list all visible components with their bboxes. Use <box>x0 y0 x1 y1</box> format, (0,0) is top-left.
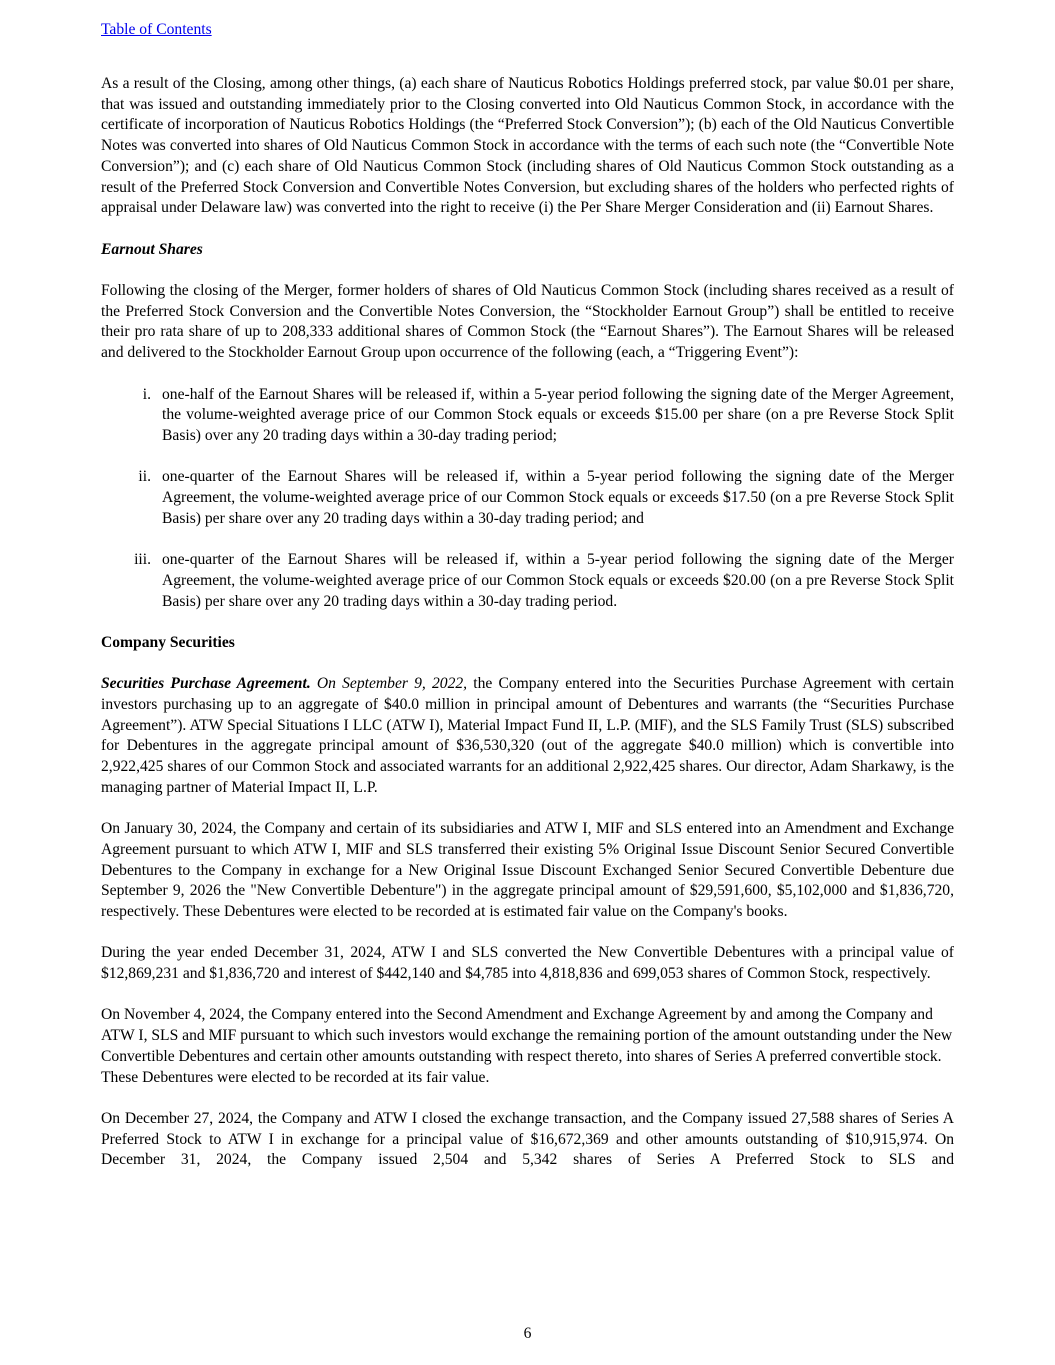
company-securities-heading: Company Securities <box>101 633 235 651</box>
triggering-event-item <box>101 385 954 447</box>
triggering-event-item <box>101 550 954 612</box>
list-item-text: one-quarter of the Earnout Shares will be released if, within a 5-year period following the signing date of the Merger Agreement, the volume-weighted average price of our Common Stock equals or exceeds $17.50 (on a pre Reverse Stock Split Basis) per share over any 20 trading days within a 30-day trading period; and <box>162 468 954 527</box>
triggering-event-list <box>101 385 954 613</box>
list-item-text: one-half of the Earnout Shares will be released if, within a 5-year period following the signing date of the Merger Agreement, the volume-weighted average price of our Common Stock equals or exceeds $15.00 per share (on a pre Reverse Stock Split Basis) over any 20 trading days within a 30-day trading period; <box>162 385 954 444</box>
list-marker: iii. <box>134 551 151 569</box>
list-marker: i. <box>142 385 151 403</box>
exchange-closing-paragraph: On December 27, 2024, the Company and ATW I closed the exchange transaction, and the Company issued 27,588 shares of Series A Preferred Stock to ATW I in exchange for a principal value of $16,672,369 and other amounts outstanding of $10,915,974. On December 31, 2024, the Company issued 2,504 and 5,342 shares of Series A Preferred Stock to SLS and <box>101 1109 954 1169</box>
spa-date: On September 9, 2022, <box>316 675 468 693</box>
spa-label: Securities Purchase Agreement. <box>101 675 311 693</box>
spa-text: the Company entered into the Securities Purchase Agreement with certain investors purchasing up to an aggregate of $40.0 million in principal amount of Debentures and warrants (the “Securities Purchase Agreement”). ATW Special Situations I LLC (ATW I), Material Impact Fund II, L.P. (MIF), and the SLS Family Trust (SLS) subscribed for Debentures in the aggregate principal amount of $36,530,320 (out of the aggregate $40.0 million) which is convertible into 2,922,425 shares of our Common Stock and associated warrants for an additional 2,922,425 shares. Our director, Adam Sharkawy, is the managing partner of Material Impact II, L.P. <box>101 675 954 796</box>
list-item-text: one-quarter of the Earnout Shares will be released if, within a 5-year period following the signing date of the Merger Agreement, the volume-weighted average price of our Common Stock equals or exceeds $20.00 (on a pre Reverse Stock Split Basis) per share over any 20 trading days within a 30-day trading period. <box>162 551 954 610</box>
debenture-conversion-paragraph: During the year ended December 31, 2024, ATW I and SLS converted the New Convertible Debentures with a principal value of $12,869,231 and $1,836,720 and interest of $442,140 and $4,785 into 4,818,836 and 699,053 shares of Common Stock, respectively. <box>101 944 954 983</box>
table-of-contents-link[interactable]: Table of Contents <box>101 21 212 38</box>
second-amendment-paragraph: On November 4, 2024, the Company entered into the Second Amendment and Exchange Agreement by and among the Company and ATW I, SLS and MIF pursuant to which such investors would exchange the remaining portion of the amount outstanding under the New Convertible Debentures and certain other amounts outstanding with respect thereto, into shares of Series A preferred convertible stock. These Debentures were elected to be recorded at its fair value. <box>101 1006 953 1086</box>
triggering-event-item <box>101 467 954 529</box>
list-marker: ii. <box>138 468 151 486</box>
document-body <box>101 74 954 1192</box>
page-number: 6 <box>523 1325 532 1342</box>
securities-purchase-agreement-paragraph <box>101 674 954 798</box>
earnout-intro-paragraph: Following the closing of the Merger, former holders of shares of Old Nauticus Common Stock (including shares received as a result of the Preferred Stock Conversion and the Convertible Notes Conversion, the “Stockholder Earnout Group”) shall be entitled to receive their pro rata share of up to 208,333 additional shares of Common Stock (the “Earnout Shares”). The Earnout Shares will be released and delivered to the Stockholder Earnout Group upon occurrence of the following (each, a “Triggering Event”): <box>101 282 954 362</box>
amendment-exchange-paragraph: On January 30, 2024, the Company and certain of its subsidiaries and ATW I, MIF and SLS entered into an Amendment and Exchange Agreement pursuant to which ATW I, MIF and SLS transferred their existing 5% Original Issue Discount Senior Secured Convertible Debentures to the Company in exchange for a New Original Issue Discount Exchanged Senior Secured Convertible Debenture due September 9, 2026 the "New Convertible Debenture") in the aggregate principal amount of $29,591,600, $5,102,000 and $1,836,720, respectively. These Debentures were elected to be recorded at is estimated fair value on the Company's books. <box>101 820 954 920</box>
earnout-shares-heading: Earnout Shares <box>101 240 203 258</box>
closing-paragraph: As a result of the Closing, among other things, (a) each share of Nauticus Robotics Holdings preferred stock, par value $0.01 per share, that was issued and outstanding immediately prior to the Closing converted into Old Nauticus Common Stock, in accordance with the certificate of incorporation of Nauticus Robotics Holdings (the “Preferred Stock Conversion”); (b) each of the Old Nauticus Convertible Notes was converted into shares of Old Nauticus Common Stock in accordance with the terms of each such note (the “Convertible Note Conversion”); and (c) each share of Old Nauticus Common Stock (including shares of Old Nauticus Common Stock outstanding as a result of the Preferred Stock Conversion and Convertible Notes Conversion, but excluding shares of the holders who perfected rights of appraisal under Delaware law) was converted into the right to receive (i) the Per Share Merger Consideration and (ii) Earnout Shares. <box>101 75 954 217</box>
